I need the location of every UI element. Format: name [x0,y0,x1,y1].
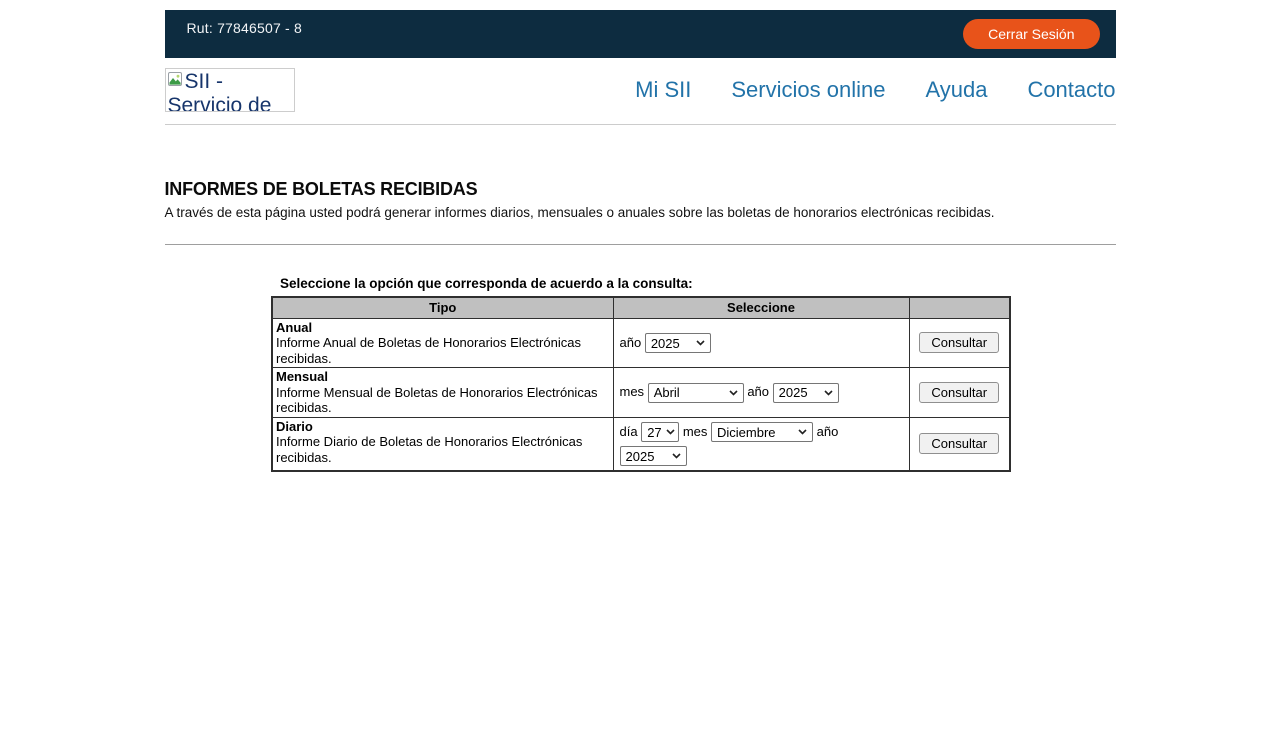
anual-year-select[interactable] [645,333,711,353]
nav-servicios-online[interactable]: Servicios online [731,77,886,102]
table-row-diario [272,417,1010,471]
diario-year-select[interactable] [620,446,687,466]
page-container [165,10,1116,472]
intro-divider [165,244,1116,245]
diario-month-label: mes [682,423,708,439]
page-description: A través de esta página usted podrá generar informes diarios, mensuales o anuales sobre las boletas de honorarios electrónicas recibidas. [164,205,995,220]
consult-section [271,276,1009,472]
mensual-month-value: Abril [653,385,680,401]
diario-type-cell [272,417,613,471]
diario-description: Informe Diario de Boletas de Honorarios Electrónicas recibidas. [276,434,583,465]
column-header-seleccione: Seleccione [613,297,909,318]
chevron-down-icon [666,429,675,435]
site-header [165,68,1116,112]
diario-type-label: Diario [276,418,313,434]
logo-alt-text: SII - Servicio de [167,70,272,112]
main-nav [635,77,1115,103]
mensual-action-cell [909,368,1010,418]
mensual-month-label: mes [619,384,645,400]
mensual-description: Informe Mensual de Boletas de Honorarios Electrónicas recibidas. [276,384,598,415]
anual-type-label: Anual [276,319,313,335]
section-heading: Seleccione la opción que corresponda de acuerdo a la consulta: [280,276,693,291]
mensual-month-select[interactable] [648,383,744,403]
diario-month-value: Diciembre [717,424,776,440]
chevron-down-icon [696,340,705,346]
chevron-down-icon [824,390,833,396]
mensual-year-value: 2025 [778,385,808,401]
anual-description: Informe Anual de Boletas de Honorarios Electrónicas recibidas. [276,335,581,366]
table-header-row [272,297,1010,318]
diario-consultar-button[interactable]: Consultar [919,433,999,454]
mensual-controls-cell [613,368,909,418]
anual-consultar-button[interactable]: Consultar [919,332,999,353]
session-topbar [165,10,1116,58]
diario-action-cell [909,417,1010,471]
nav-contacto[interactable]: Contacto [1027,77,1116,102]
diario-day-select[interactable] [641,422,679,442]
diario-month-select[interactable] [711,422,813,442]
column-header-empty [909,297,1010,318]
anual-action-cell [909,318,1010,368]
anual-year-label: año [619,334,642,350]
mensual-year-select[interactable] [773,383,839,403]
sii-logo[interactable] [165,68,295,112]
header-divider [165,124,1116,125]
rut-label: Rut: 77846507 - 8 [186,20,302,36]
diario-year-value: 2025 [625,448,655,464]
diario-day-value: 27 [647,424,662,440]
mensual-type-cell [272,368,613,418]
nav-ayuda[interactable]: Ayuda [925,77,988,102]
diario-controls-cell [613,417,909,471]
anual-year-value: 2025 [650,335,680,351]
table-row-mensual [272,368,1010,418]
nav-mi-sii[interactable]: Mi SII [635,77,692,102]
column-header-tipo: Tipo [272,297,613,318]
chevron-down-icon [672,453,681,459]
anual-type-cell [272,318,613,368]
mensual-year-label: año [747,384,770,400]
diario-day-label: día [619,423,638,439]
anual-controls-cell [613,318,909,368]
mensual-consultar-button[interactable]: Consultar [919,382,999,403]
chevron-down-icon [798,429,807,435]
diario-year-label: año [816,423,839,439]
table-row-anual [272,318,1010,368]
chevron-down-icon [729,390,738,396]
mensual-type-label: Mensual [276,369,329,384]
page-title: INFORMES DE BOLETAS RECIBIDAS [164,179,478,199]
broken-image-icon [168,70,184,94]
reports-table [271,296,1011,472]
logout-button[interactable]: Cerrar Sesión [963,19,1099,49]
